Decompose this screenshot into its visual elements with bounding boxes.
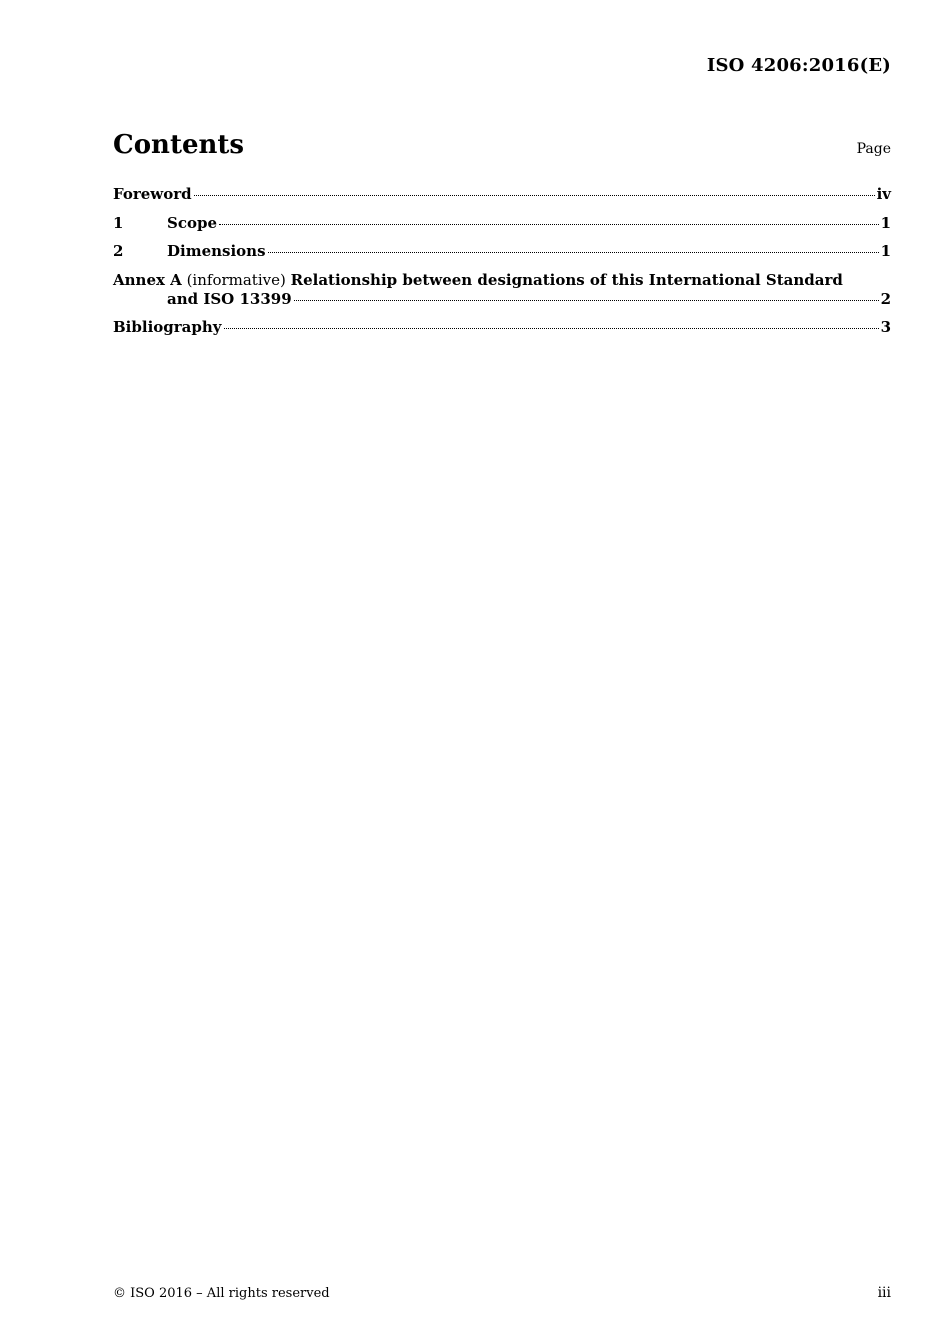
table-of-contents — [113, 185, 891, 346]
toc-entry-page[interactable]: 3 — [880, 317, 891, 336]
toc-entry-annex-a[interactable] — [113, 271, 891, 308]
toc-entry-scope[interactable] — [113, 214, 891, 243]
dot-leader — [224, 328, 879, 329]
dot-leader — [268, 252, 879, 253]
toc-entry-title[interactable]: Foreword — [113, 185, 192, 203]
toc-entry-number: 1 — [113, 213, 124, 232]
toc-entry-dimensions[interactable] — [113, 242, 891, 271]
toc-entry-title[interactable]: Dimensions — [167, 242, 266, 260]
annex-qualifier: (informative) — [186, 270, 286, 289]
annex-line-1 — [113, 271, 891, 290]
contents-heading-row — [113, 130, 891, 160]
toc-entry-foreword[interactable] — [113, 185, 891, 214]
toc-entry-page[interactable]: 1 — [880, 213, 891, 232]
page-number: iii — [877, 1285, 891, 1301]
dot-leader — [194, 195, 875, 196]
document-id: ISO 4206:2016(E) — [706, 55, 891, 76]
page-footer — [113, 1285, 891, 1301]
toc-entry-page[interactable]: 2 — [880, 289, 891, 308]
annex-title-line-2[interactable]: and ISO 13399 — [167, 289, 292, 308]
annex-line-2 — [113, 290, 891, 308]
toc-entry-title[interactable]: Scope — [167, 213, 218, 232]
toc-entry-page[interactable]: 1 — [880, 242, 891, 260]
annex-label[interactable]: Annex A — [113, 270, 182, 289]
toc-entry-number: 2 — [113, 242, 124, 260]
annex-title-line-1[interactable]: Relationship between designations of this International Standard — [290, 270, 843, 289]
toc-entry-bibliography[interactable] — [113, 318, 891, 347]
toc-entry-title[interactable]: Bibliography — [113, 317, 222, 336]
toc-entry-page[interactable]: iv — [876, 185, 891, 203]
contents-title: Contents — [113, 130, 245, 160]
dot-leader — [219, 224, 879, 225]
copyright-notice: © ISO 2016 – All rights reserved — [113, 1286, 330, 1301]
dot-leader — [294, 300, 879, 301]
page-column-label: Page — [856, 141, 891, 157]
